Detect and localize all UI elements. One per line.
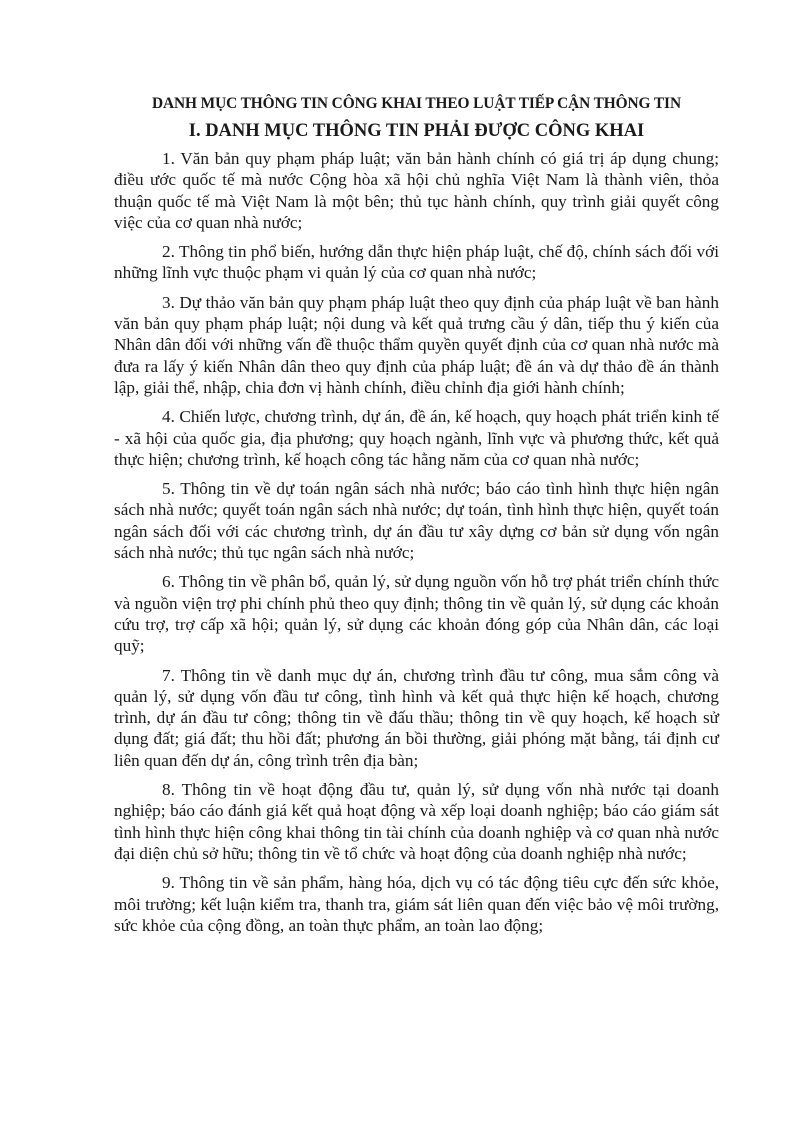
list-item-5: 5. Thông tin về dự toán ngân sách nhà nước; báo cáo tình hình thực hiện ngân sách nhà nước; quyết toán ngân sách nhà nước; dự toán, tình hình thực hiện, quyết toán ngân sách đối với các chương trình, dự án đầu tư xây dựng cơ bản sử dụng vốn ngân sách nhà nước; thủ tục ngân sách nhà nước;	[114, 479, 719, 563]
section-title: I. DANH MỤC THÔNG TIN PHẢI ĐƯỢC CÔNG KHAI	[188, 121, 645, 141]
list-item-3: 3. Dự thảo văn bản quy phạm pháp luật theo quy định của pháp luật về ban hành văn bản quy phạm pháp luật; nội dung và kết quả trưng cầu ý dân, tiếp thu ý kiến của Nhân dân đối với những vấn đề thuộc thẩm quyền quyết định của cơ quan nhà nước mà đưa ra lấy ý kiến Nhân dân theo quy định của pháp luật; đề án và dự thảo đề án thành lập, giải thể, nhập, chia đơn vị hành chính, điều chỉnh địa giới hành chính;	[114, 292, 719, 397]
list-item-8: 8. Thông tin về hoạt động đầu tư, quản lý, sử dụng vốn nhà nước tại doanh nghiệp; báo cáo đánh giá kết quả hoạt động và xếp loại doanh nghiệp; báo cáo giám sát tình hình thực hiện công khai thông tin tài chính của doanh nghiệp và cơ quan nhà nước đại diện chủ sở hữu; thông tin về tổ chức và hoạt động của doanh nghiệp nhà nước;	[114, 780, 719, 863]
list-item-4: 4. Chiến lược, chương trình, dự án, đề án, kế hoạch, quy hoạch phát triển kinh tế - xã hội của quốc gia, địa phương; quy hoạch ngành, lĩnh vực và phương thức, kết quả thực hiện; chương trình, kế hoạch công tác hằng năm của cơ quan nhà nước;	[114, 407, 719, 469]
list-item-9: 9. Thông tin về sản phẩm, hàng hóa, dịch vụ có tác động tiêu cực đến sức khỏe, môi trường; kết luận kiểm tra, thanh tra, giám sát liên quan đến việc bảo vệ môi trường, sức khỏe của cộng đồng, an toàn thực phẩm, an toàn lao động;	[114, 873, 719, 935]
document-title: DANH MỤC THÔNG TIN CÔNG KHAI THEO LUẬT TIẾP CẬN THÔNG TIN	[152, 95, 681, 112]
list-item-7: 7. Thông tin về danh mục dự án, chương trình đầu tư công, mua sắm công và quản lý, sử dụng vốn đầu tư công, tình hình và kết quả thực hiện kế hoạch, chương trình, dự án đầu tư công; thông tin về đấu thầu; thông tin về quy hoạch, kế hoạch sử dụng đất; giá đất; thu hồi đất; phương án bồi thường, giải phóng mặt bằng, tái định cư liên quan đến dự án, công trình trên địa bàn;	[114, 665, 719, 770]
list-item-1: 1. Văn bản quy phạm pháp luật; văn bản hành chính có giá trị áp dụng chung; điều ước quốc tế mà nước Cộng hòa xã hội chủ nghĩa Việt Nam là thành viên, thỏa thuận quốc tế mà Việt Nam là một bên; thủ tục hành chính, quy trình giải quyết công việc của cơ quan nhà nước;	[114, 149, 719, 232]
list-item-2: 2. Thông tin phổ biến, hướng dẫn thực hiện pháp luật, chế độ, chính sách đối với những lĩnh vực thuộc phạm vi quản lý của cơ quan nhà nước;	[114, 242, 719, 283]
list-item-6: 6. Thông tin về phân bổ, quản lý, sử dụng nguồn vốn hỗ trợ phát triển chính thức và nguồn viện trợ phi chính phủ theo quy định; thông tin về quản lý, sử dụng các khoản cứu trợ, trợ cấp xã hội; quản lý, sử dụng các khoản đóng góp của Nhân dân, các loại quỹ;	[114, 572, 719, 656]
document-page	[114, 93, 719, 944]
